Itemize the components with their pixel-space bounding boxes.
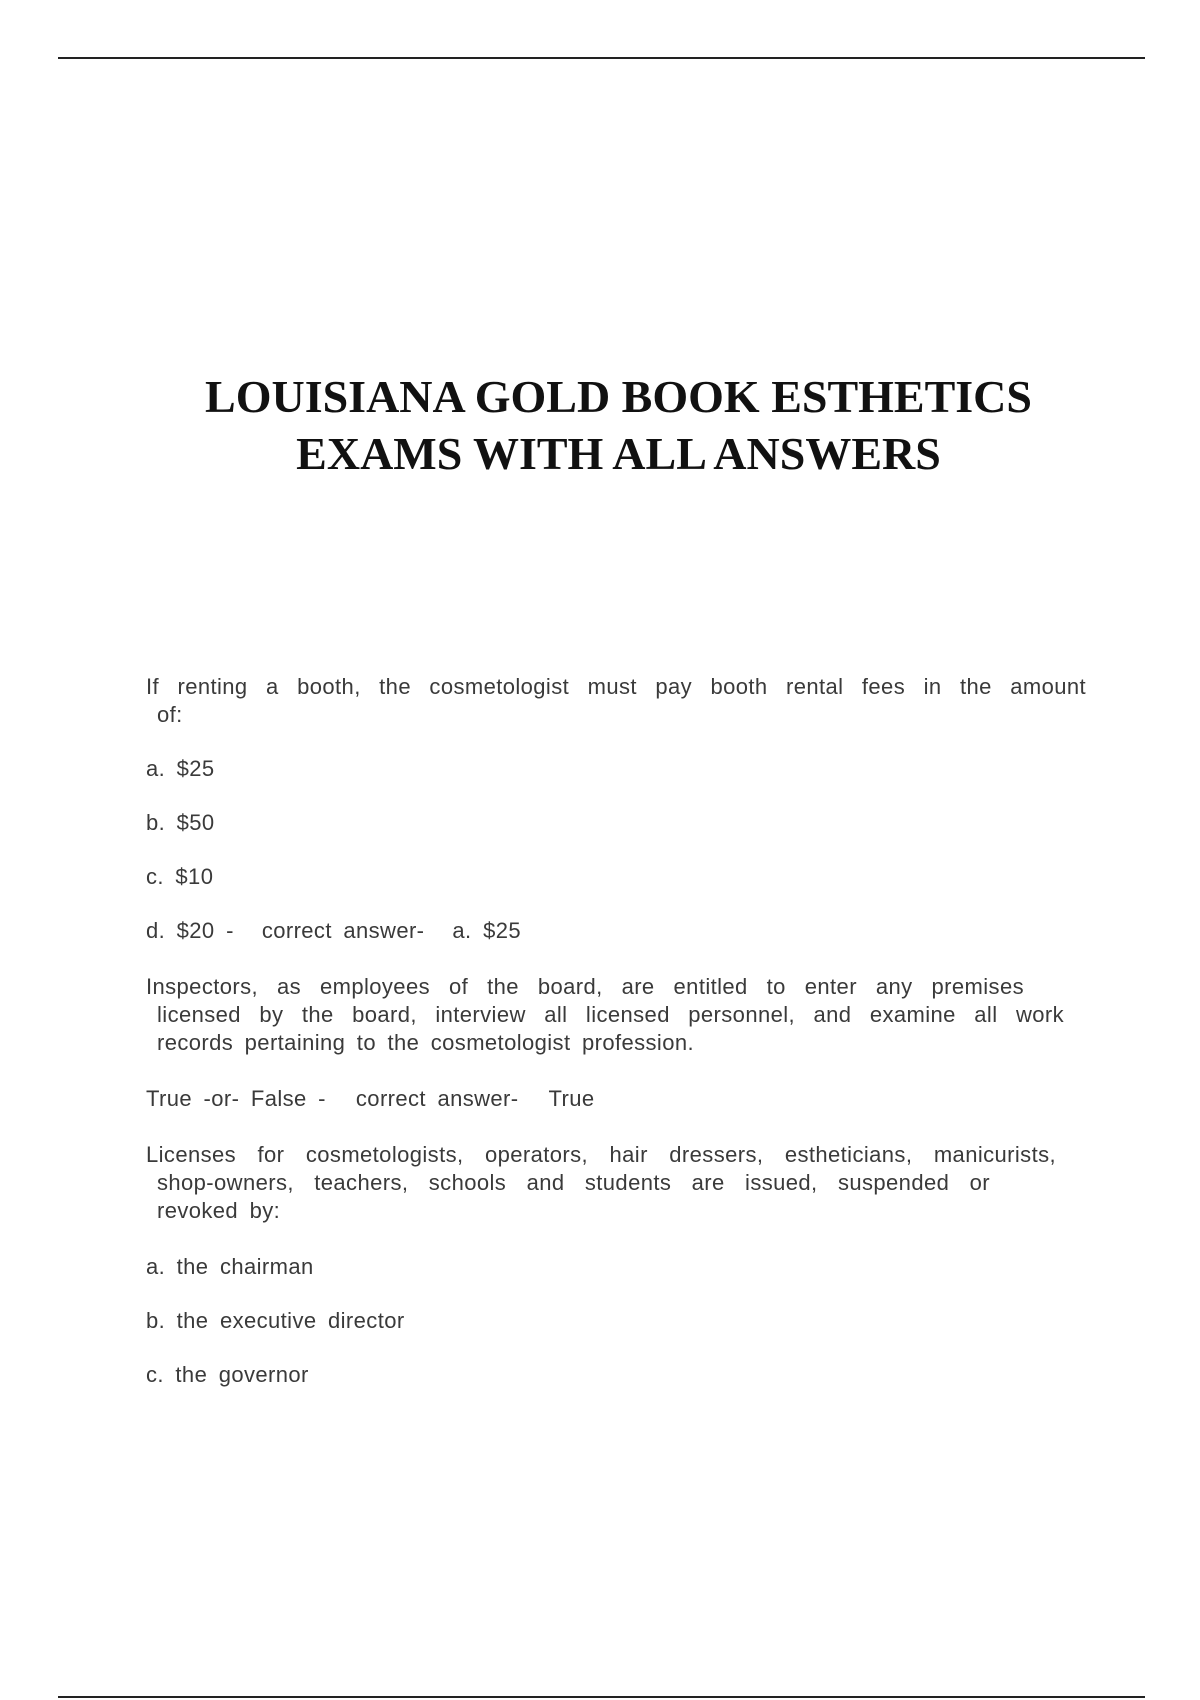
question-3-prompt-line-1: Licenses for cosmetologists, operators, hair dressers, estheticians, manicurists, bbox=[146, 1142, 1056, 1167]
question-1-option-d bbox=[146, 917, 1086, 945]
document-title bbox=[0, 368, 1200, 482]
question-list bbox=[146, 673, 1086, 1389]
question-1-option-c: c. $10 bbox=[146, 864, 214, 889]
question-3 bbox=[146, 1141, 1086, 1389]
question-3-prompt-line-3: revoked by: bbox=[157, 1198, 281, 1223]
question-2-prompt-line-2: licensed by the board, interview all licensed personnel, and examine all work bbox=[157, 1002, 1064, 1027]
question-2-correct-label: correct answer- bbox=[355, 1086, 519, 1111]
question-2 bbox=[146, 973, 1086, 1113]
question-1-prompt-line-2: of: bbox=[157, 702, 183, 727]
question-2-prompt-line-3: records pertaining to the cosmetologist profession. bbox=[157, 1030, 694, 1055]
question-3-option-a: a. the chairman bbox=[146, 1254, 314, 1279]
question-3-prompt-line-2: shop-owners, teachers, schools and students are issued, suspended or bbox=[157, 1170, 990, 1195]
question-1-correct-label: correct answer- bbox=[261, 918, 425, 943]
title-line-2: EXAMS WITH ALL ANSWERS bbox=[296, 428, 941, 479]
footer-rule bbox=[58, 1696, 1145, 1698]
question-2-options bbox=[146, 1085, 1086, 1113]
question-1-option-d-text: d. $20 - bbox=[146, 918, 234, 943]
question-1 bbox=[146, 673, 1086, 945]
title-line-1: LOUISIANA GOLD BOOK ESTHETICS bbox=[205, 371, 1032, 422]
question-2-prompt-line-1: Inspectors, as employees of the board, are entitled to enter any premises bbox=[146, 974, 1024, 999]
question-1-option-b: b. $50 bbox=[146, 810, 215, 835]
question-2-correct-value: True bbox=[548, 1086, 595, 1111]
question-3-option-c: c. the governor bbox=[146, 1362, 309, 1387]
question-1-prompt-line-1: If renting a booth, the cosmetologist must pay booth rental fees in the amount bbox=[146, 674, 1086, 699]
header-rule bbox=[58, 57, 1145, 59]
question-1-correct-value: a. $25 bbox=[452, 918, 521, 943]
question-1-option-a: a. $25 bbox=[146, 756, 215, 781]
question-3-option-b: b. the executive director bbox=[146, 1308, 405, 1333]
question-2-option-text: True -or- False - bbox=[146, 1086, 326, 1111]
